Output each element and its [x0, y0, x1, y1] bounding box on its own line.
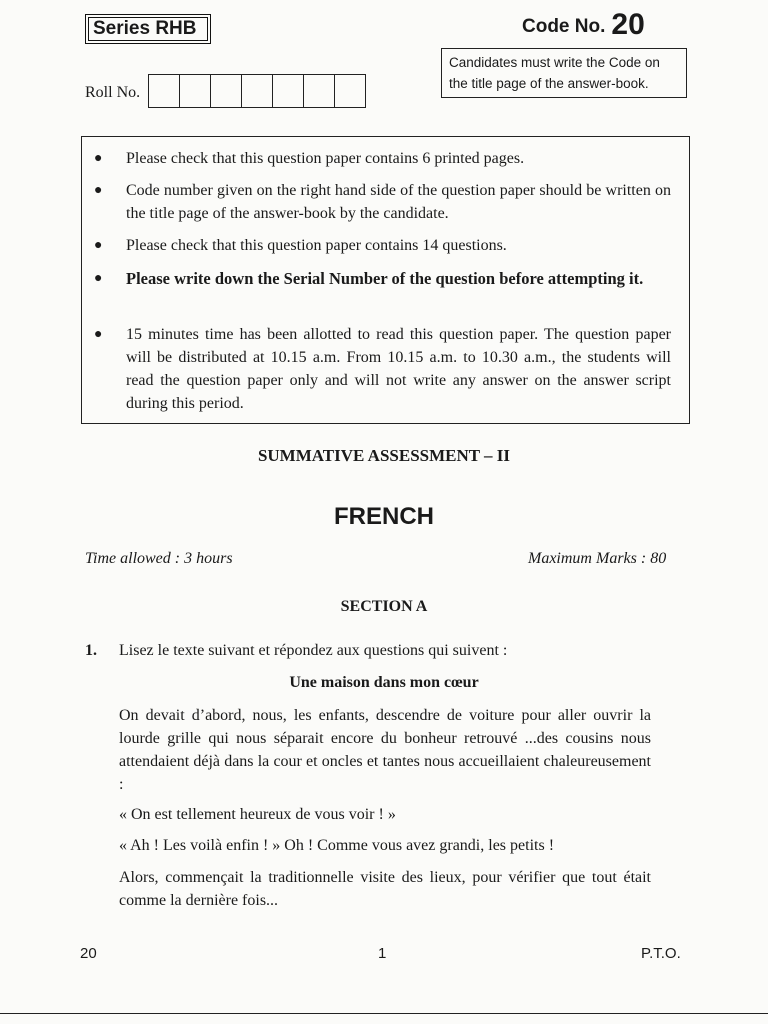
instructions-box: [81, 136, 690, 424]
bullet-icon: ●: [94, 238, 103, 253]
candidates-note-line: the title page of the answer-book.: [449, 76, 649, 91]
assessment-title: SUMMATIVE ASSESSMENT – II: [257, 446, 511, 465]
bullet-icon: ●: [94, 271, 103, 286]
passage-paragraph: On devait d’abord, nous, les enfants, descendre de voiture pour aller ouvrir la lourde grille qui nous séparait encore du bonheur retrouvé ...des cousins nous attendaient déjà dans la cour et oncles et tantes nous accueillaient chaleureusement :: [119, 707, 651, 793]
passage-paragraph: « Ah ! Les voilà enfin ! » Oh ! Comme vous avez grandi, les petits !: [119, 837, 555, 854]
please-turn-over: P.T.O.: [641, 945, 681, 962]
code-label: Code No.: [522, 16, 606, 37]
page-number: 1: [378, 945, 387, 962]
question-instruction: Lisez le texte suivant et répondez aux questions qui suivent :: [119, 642, 508, 659]
instruction-text: Please check that this question paper contains 6 printed pages.: [126, 150, 525, 167]
instruction-text: Code number given on the right hand side of the question paper should be written on the title page of the answer-book by the candidate.: [126, 182, 671, 222]
series-text: Series RHB: [93, 18, 197, 39]
roll-number-box[interactable]: [149, 75, 180, 107]
footer-rule: [0, 1013, 768, 1014]
bullet-icon: ●: [94, 151, 103, 166]
instruction-text: Please write down the Serial Number of the question before attempting it.: [126, 269, 644, 288]
instruction-text: Please check that this question paper contains 14 questions.: [126, 237, 507, 254]
time-allowed: Time allowed : 3 hours: [85, 550, 233, 567]
bullet-icon: ●: [94, 327, 103, 342]
subject-title: FRENCH: [334, 503, 434, 530]
footer-code: 20: [80, 945, 97, 962]
code-value: 20: [611, 8, 645, 41]
roll-number-box[interactable]: [180, 75, 211, 107]
roll-number-box[interactable]: [304, 75, 335, 107]
candidates-note-box: [441, 48, 687, 98]
bullet-icon: ●: [94, 183, 103, 198]
candidates-note-line: Candidates must write the Code on: [449, 55, 660, 70]
passage-paragraph: « On est tellement heureux de vous voir ! »: [119, 806, 396, 823]
passage-paragraph: Alors, commençait la traditionnelle visite des lieux, pour vérifier que tout était comme la dernière fois...: [119, 869, 651, 909]
text-title: Une maison dans mon cœur: [289, 674, 479, 691]
roll-number-box[interactable]: [211, 75, 242, 107]
roll-number-boxes[interactable]: [148, 74, 366, 108]
series-label: [85, 14, 211, 44]
question-number: 1.: [85, 642, 97, 659]
roll-number-label: Roll No.: [85, 84, 141, 101]
roll-number-box[interactable]: [273, 75, 304, 107]
code-number: [522, 8, 645, 42]
instruction-text: 15 minutes time has been allotted to read this question paper. The question paper will be distributed at 10.15 a.m. From 10.15 a.m. to 10.30 a.m., the students will read the question paper only and will not write any answer on the answer script during this period.: [126, 326, 671, 412]
maximum-marks: Maximum Marks : 80: [528, 550, 667, 567]
roll-number-box[interactable]: [242, 75, 273, 107]
section-title: SECTION A: [340, 598, 428, 615]
roll-number-box[interactable]: [335, 75, 366, 107]
